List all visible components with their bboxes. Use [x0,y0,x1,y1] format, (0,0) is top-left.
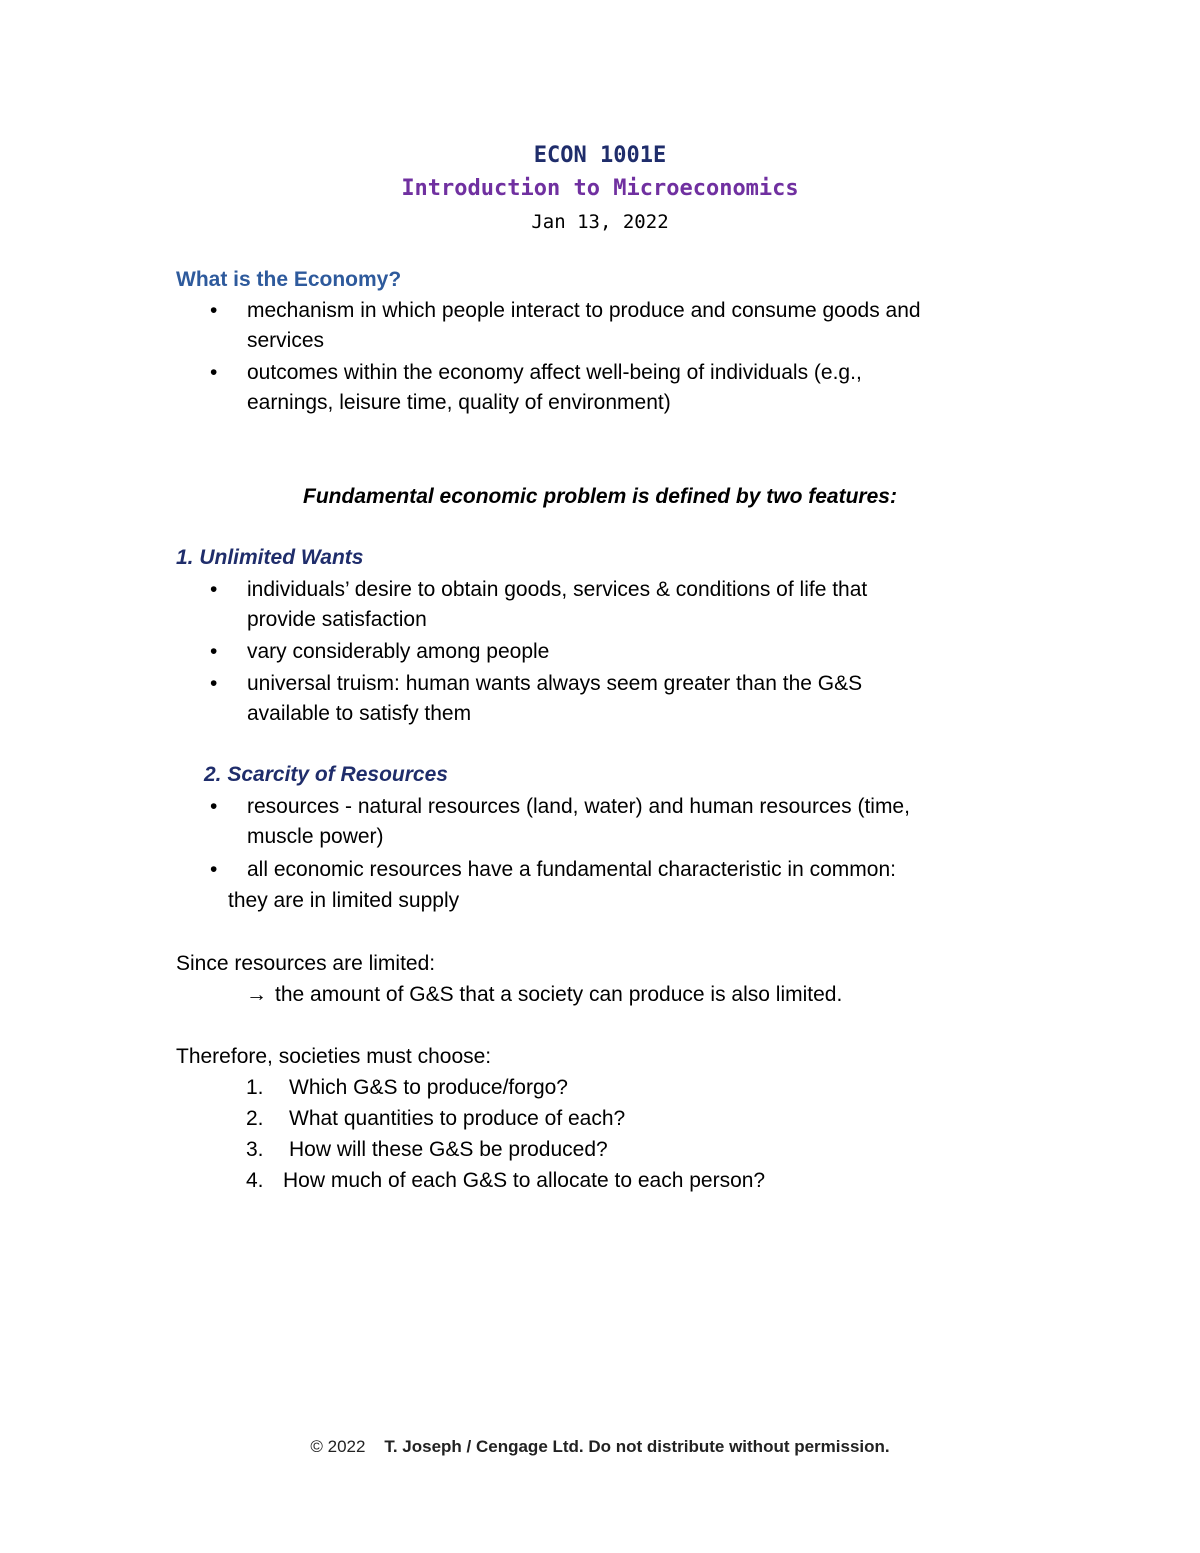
bullet-icon: • [210,361,218,384]
wants-bullet-1-line-2: provide satisfaction [247,608,427,631]
bullet-icon: • [210,299,218,322]
wants-bullet-2-line-1: vary considerably among people [247,640,550,663]
bullet-icon: • [210,672,218,695]
list-item: How much of each G&S to allocate to each person? [283,1169,766,1192]
list-item: How will these G&S be produced? [289,1138,608,1161]
scarcity-bullet-2-line-2: they are in limited supply [228,889,460,912]
scarcity-heading: 2. Scarcity of Resources [204,763,448,786]
copyright-footer [0,1437,1200,1457]
list-item: What quantities to produce of each? [289,1107,626,1130]
since-consequence: the amount of G&S that a society can produce is also limited. [275,983,843,1006]
list-item-number: 4. [246,1169,264,1192]
economy-bullet-2-line-1: outcomes within the economy affect well-being of individuals (e.g., [247,361,862,384]
list-item-number: 3. [246,1138,264,1161]
fundamental-statement: Fundamental economic problem is defined by two features: [303,485,897,508]
economy-bullet-1-line-1: mechanism in which people interact to produce and consume goods and [247,299,921,322]
wants-bullet-3-line-1: universal truism: human wants always seem greater than the G&S [247,672,863,695]
economy-bullet-1-line-2: services [247,329,325,352]
list-item: Which G&S to produce/forgo? [289,1076,568,1099]
economy-heading: What is the Economy? [176,268,402,291]
economy-bullet-2-line-2: earnings, leisure time, quality of environment) [247,391,671,414]
bullet-icon: • [210,795,218,818]
list-item-number: 1. [246,1076,264,1099]
course-code: ECON 1001E [533,143,667,168]
copyright-notice: T. Joseph / Cengage Ltd. Do not distribute without permission. [384,1437,890,1456]
scarcity-bullet-2-line-1: all economic resources have a fundamental characteristic in common: [247,858,896,881]
course-title: Introduction to Microeconomics [401,176,799,201]
scarcity-bullet-1-line-1: resources - natural resources (land, water) and human resources (time, [247,795,910,818]
since-line: Since resources are limited: [176,952,436,975]
bullet-icon: • [210,858,218,881]
copyright-year: © 2022 [310,1437,366,1456]
wants-bullet-3-line-2: available to satisfy them [247,702,472,725]
bullet-icon: • [210,640,218,663]
wants-heading: 1. Unlimited Wants [176,546,364,569]
scarcity-bullet-1-line-2: muscle power) [247,825,384,848]
therefore-line: Therefore, societies must choose: [176,1045,492,1068]
lecture-date: Jan 13, 2022 [531,211,669,233]
bullet-icon: • [210,578,218,601]
list-item-number: 2. [246,1107,264,1130]
wants-bullet-1-line-1: individuals’ desire to obtain goods, services & conditions of life that [247,578,868,601]
arrow-right-icon: → [246,983,267,1006]
